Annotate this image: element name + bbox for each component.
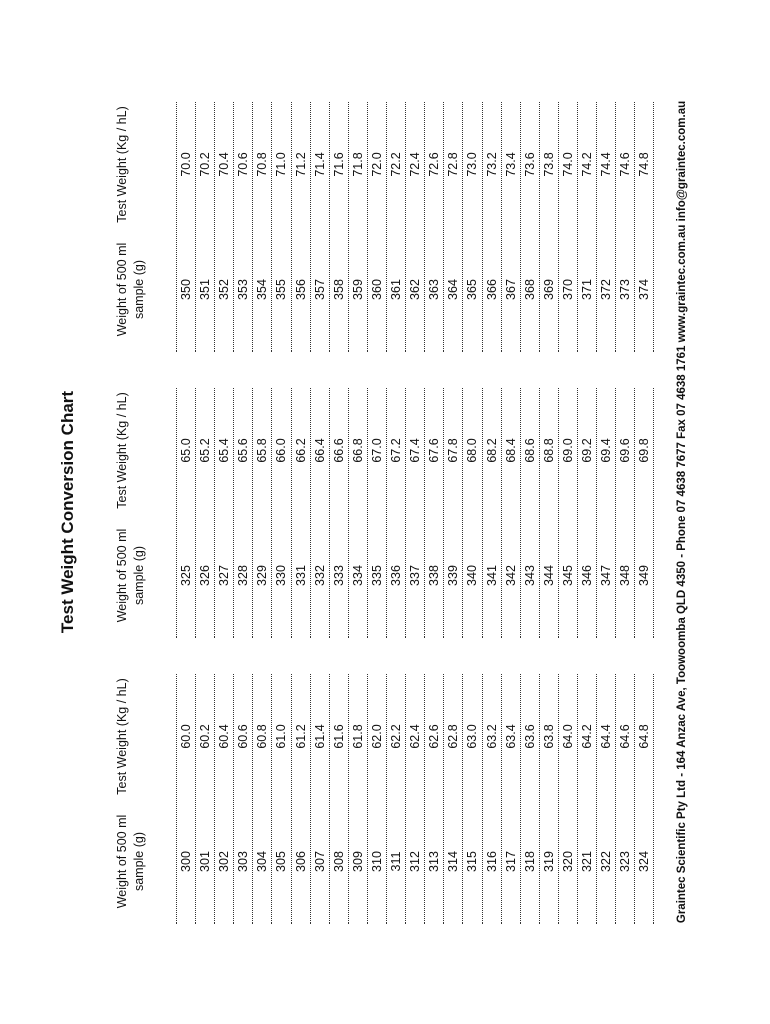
weight-cell: 322 (599, 851, 614, 872)
test-weight-cell: 73.0 (465, 152, 480, 177)
page-title: Test Weight Conversion Chart (58, 390, 77, 634)
weight-cell: 317 (503, 851, 518, 872)
table-row (597, 102, 616, 352)
test-weight-cell: 74.6 (618, 152, 633, 177)
weight-cell: 313 (427, 851, 442, 872)
table-row (330, 674, 349, 924)
table-row (425, 388, 444, 638)
table-row (215, 102, 234, 352)
weight-cell: 361 (389, 279, 404, 300)
table-header (106, 674, 176, 924)
test-weight-cell: 69.2 (579, 438, 594, 463)
weight-cell: 329 (255, 565, 270, 586)
test-weight-cell: 65.8 (255, 438, 270, 463)
table-row (425, 102, 444, 352)
table-row (406, 674, 425, 924)
weight-cell: 316 (484, 851, 499, 872)
table-row (330, 388, 349, 638)
weight-cell: 346 (579, 565, 594, 586)
weight-cell: 360 (369, 279, 384, 300)
weight-cell: 349 (637, 565, 652, 586)
weight-cell: 335 (369, 565, 384, 586)
test-weight-cell: 74.4 (599, 152, 614, 177)
test-weight-cell: 71.4 (312, 152, 327, 177)
test-weight-cell: 67.0 (369, 438, 384, 463)
weight-cell: 314 (446, 851, 461, 872)
test-weight-cell: 64.6 (618, 724, 633, 749)
weight-cell: 374 (637, 279, 652, 300)
table-row (444, 102, 463, 352)
weight-cell: 333 (331, 565, 346, 586)
table-row (177, 388, 196, 638)
test-weight-cell: 62.8 (446, 724, 461, 749)
weight-cell: 321 (579, 851, 594, 872)
test-weight-cell: 73.8 (541, 152, 556, 177)
test-weight-cell: 60.4 (217, 724, 232, 749)
weight-cell: 304 (255, 851, 270, 872)
test-weight-cell: 68.8 (541, 438, 556, 463)
test-weight-cell: 62.2 (389, 724, 404, 749)
weight-cell: 344 (541, 565, 556, 586)
weight-cell: 327 (217, 565, 232, 586)
weight-cell: 307 (312, 851, 327, 872)
conversion-table-1 (106, 674, 654, 924)
table-row (387, 388, 406, 638)
weight-cell: 331 (293, 565, 308, 586)
test-weight-cell: 63.2 (484, 724, 499, 749)
test-weight-cell: 66.2 (293, 438, 308, 463)
table-row (311, 388, 330, 638)
weight-cell: 306 (293, 851, 308, 872)
table-row (616, 388, 635, 638)
weight-cell: 371 (579, 279, 594, 300)
test-weight-cell: 65.4 (217, 438, 232, 463)
table-row (349, 388, 368, 638)
table-row (521, 674, 540, 924)
table-row (406, 102, 425, 352)
table-row (616, 674, 635, 924)
weight-cell: 359 (350, 279, 365, 300)
weight-cell: 326 (198, 565, 213, 586)
table-row (272, 388, 291, 638)
weight-cell: 308 (331, 851, 346, 872)
table-row (444, 674, 463, 924)
table-row (559, 388, 578, 638)
test-weight-cell: 73.6 (522, 152, 537, 177)
table-row (483, 674, 502, 924)
test-weight-cell: 63.4 (503, 724, 518, 749)
weight-header: Weight of 500 ml sample (g) (115, 814, 146, 909)
test-weight-cell: 60.2 (198, 724, 213, 749)
weight-cell: 341 (484, 565, 499, 586)
table-row (234, 388, 253, 638)
test-weight-cell: 64.8 (637, 724, 652, 749)
test-weight-cell: 72.0 (369, 152, 384, 177)
test-weight-cell: 72.8 (446, 152, 461, 177)
weight-cell: 353 (236, 279, 251, 300)
table-row (368, 674, 387, 924)
table-row (177, 102, 196, 352)
weight-cell: 339 (446, 565, 461, 586)
table-row (616, 102, 635, 352)
test-weight-header: Test Weight (Kg / hL) (115, 106, 129, 223)
test-weight-cell: 70.4 (217, 152, 232, 177)
weight-cell: 325 (179, 565, 193, 586)
weight-cell: 357 (312, 279, 327, 300)
test-weight-cell: 72.6 (427, 152, 442, 177)
weight-cell: 336 (389, 565, 404, 586)
weight-cell: 301 (198, 851, 213, 872)
table-row (292, 388, 311, 638)
test-weight-cell: 68.4 (503, 438, 518, 463)
table-row (502, 388, 521, 638)
table-row (177, 674, 196, 924)
test-weight-cell: 72.2 (389, 152, 404, 177)
test-weight-cell: 66.6 (331, 438, 346, 463)
table-row (292, 102, 311, 352)
table-row (368, 102, 387, 352)
table-row (196, 674, 215, 924)
test-weight-cell: 74.8 (637, 152, 652, 177)
weight-cell: 342 (503, 565, 518, 586)
test-weight-cell: 71.6 (331, 152, 346, 177)
weight-cell: 365 (465, 279, 480, 300)
table-row (234, 674, 253, 924)
table-rows (176, 674, 654, 924)
test-weight-cell: 63.6 (522, 724, 537, 749)
test-weight-cell: 70.6 (236, 152, 251, 177)
weight-header: Weight of 500 ml sample (g) (115, 242, 146, 337)
test-weight-cell: 62.6 (427, 724, 442, 749)
table-row (349, 102, 368, 352)
weight-cell: 338 (427, 565, 442, 586)
test-weight-cell: 68.2 (484, 438, 499, 463)
weight-cell: 337 (408, 565, 423, 586)
weight-cell: 315 (465, 851, 480, 872)
weight-cell: 305 (274, 851, 289, 872)
test-weight-cell: 70.8 (255, 152, 270, 177)
weight-cell: 347 (599, 565, 614, 586)
test-weight-cell: 69.8 (637, 438, 652, 463)
test-weight-cell: 66.8 (350, 438, 365, 463)
test-weight-cell: 71.0 (274, 152, 289, 177)
table-row (635, 102, 654, 352)
table-row (292, 674, 311, 924)
conversion-table-2 (106, 388, 654, 638)
table-row (483, 388, 502, 638)
test-weight-cell: 61.8 (350, 724, 365, 749)
table-row (578, 674, 597, 924)
test-weight-cell: 73.4 (503, 152, 518, 177)
table-row (597, 674, 616, 924)
weight-cell: 340 (465, 565, 480, 586)
table-row (330, 102, 349, 352)
test-weight-cell: 61.6 (331, 724, 346, 749)
weight-cell: 367 (503, 279, 518, 300)
conversion-table-3 (106, 102, 654, 352)
table-row (578, 102, 597, 352)
test-weight-cell: 73.2 (484, 152, 499, 177)
weight-cell: 330 (274, 565, 289, 586)
test-weight-cell: 74.0 (560, 152, 575, 177)
weight-cell: 332 (312, 565, 327, 586)
table-row (540, 388, 559, 638)
table-row (521, 388, 540, 638)
weight-cell: 302 (217, 851, 232, 872)
table-row (311, 674, 330, 924)
table-header (106, 388, 176, 638)
test-weight-cell: 61.2 (293, 724, 308, 749)
weight-cell: 363 (427, 279, 442, 300)
table-row (578, 388, 597, 638)
table-row (635, 388, 654, 638)
test-weight-cell: 74.2 (579, 152, 594, 177)
weight-header: Weight of 500 ml sample (g) (115, 528, 146, 623)
test-weight-cell: 61.0 (274, 724, 289, 749)
weight-cell: 343 (522, 565, 537, 586)
weight-cell: 312 (408, 851, 423, 872)
weight-cell: 323 (618, 851, 633, 872)
table-row (540, 674, 559, 924)
table-row (253, 674, 272, 924)
weight-cell: 351 (198, 279, 213, 300)
test-weight-cell: 60.8 (255, 724, 270, 749)
test-weight-cell: 67.6 (427, 438, 442, 463)
test-weight-cell: 68.0 (465, 438, 480, 463)
weight-cell: 300 (179, 851, 193, 872)
table-row (463, 674, 482, 924)
table-row (196, 388, 215, 638)
weight-cell: 362 (408, 279, 423, 300)
weight-cell: 348 (618, 565, 633, 586)
table-row (521, 102, 540, 352)
table-row (272, 102, 291, 352)
weight-cell: 368 (522, 279, 537, 300)
table-row (635, 674, 654, 924)
weight-cell: 319 (541, 851, 556, 872)
test-weight-cell: 67.4 (408, 438, 423, 463)
test-weight-cell: 71.2 (293, 152, 308, 177)
weight-cell: 328 (236, 565, 251, 586)
test-weight-header: Test Weight (Kg / hL) (115, 678, 129, 795)
weight-cell: 345 (560, 565, 575, 586)
test-weight-cell: 65.0 (179, 438, 193, 463)
table-row (234, 102, 253, 352)
table-row (311, 102, 330, 352)
table-row (387, 102, 406, 352)
table-row (253, 102, 272, 352)
weight-cell: 352 (217, 279, 232, 300)
test-weight-cell: 64.0 (560, 724, 575, 749)
test-weight-cell: 60.6 (236, 724, 251, 749)
weight-cell: 370 (560, 279, 575, 300)
table-row (597, 388, 616, 638)
weight-cell: 324 (637, 851, 652, 872)
table-row (215, 674, 234, 924)
table-row (349, 674, 368, 924)
test-weight-cell: 66.0 (274, 438, 289, 463)
test-weight-cell: 64.2 (579, 724, 594, 749)
test-weight-cell: 65.2 (198, 438, 213, 463)
test-weight-cell: 63.0 (465, 724, 480, 749)
table-row (502, 674, 521, 924)
table-row (406, 388, 425, 638)
test-weight-cell: 61.4 (312, 724, 327, 749)
table-row (387, 674, 406, 924)
table-row (425, 674, 444, 924)
weight-cell: 310 (369, 851, 384, 872)
test-weight-cell: 72.4 (408, 152, 423, 177)
weight-cell: 334 (350, 565, 365, 586)
weight-cell: 318 (522, 851, 537, 872)
test-weight-cell: 70.2 (198, 152, 213, 177)
weight-cell: 309 (350, 851, 365, 872)
table-rows (176, 388, 654, 638)
table-row (540, 102, 559, 352)
company-footer: Graintec Scientific Pty Ltd - 164 Anzac Ave, Toowoomba QLD 4350 - Phone 07 4638 7677 Fax 07 4638 1761 www.graintec.com.au info@graintec.com.au (676, 100, 688, 924)
table-row (196, 102, 215, 352)
table-row (502, 102, 521, 352)
test-weight-cell: 62.0 (369, 724, 384, 749)
table-row (559, 674, 578, 924)
table-rows (176, 102, 654, 352)
table-row (463, 102, 482, 352)
weight-cell: 356 (293, 279, 308, 300)
test-weight-cell: 70.0 (179, 152, 193, 177)
table-row (463, 388, 482, 638)
table-row (483, 102, 502, 352)
test-weight-cell: 66.4 (312, 438, 327, 463)
test-weight-cell: 67.8 (446, 438, 461, 463)
table-header (106, 102, 176, 352)
test-weight-cell: 63.8 (541, 724, 556, 749)
weight-cell: 320 (560, 851, 575, 872)
weight-cell: 311 (389, 851, 404, 872)
weight-cell: 372 (599, 279, 614, 300)
test-weight-cell: 69.4 (599, 438, 614, 463)
table-row (368, 388, 387, 638)
test-weight-header: Test Weight (Kg / hL) (115, 392, 129, 509)
test-weight-cell: 69.0 (560, 438, 575, 463)
test-weight-cell: 65.6 (236, 438, 251, 463)
test-weight-cell: 69.6 (618, 438, 633, 463)
weight-cell: 350 (179, 279, 193, 300)
test-weight-cell: 62.4 (408, 724, 423, 749)
table-row (215, 388, 234, 638)
weight-cell: 358 (331, 279, 346, 300)
weight-cell: 366 (484, 279, 499, 300)
table-row (272, 674, 291, 924)
weight-cell: 369 (541, 279, 556, 300)
table-row (253, 388, 272, 638)
weight-cell: 354 (255, 279, 270, 300)
test-weight-cell: 68.6 (522, 438, 537, 463)
weight-cell: 364 (446, 279, 461, 300)
table-row (559, 102, 578, 352)
test-weight-cell: 67.2 (389, 438, 404, 463)
weight-cell: 373 (618, 279, 633, 300)
test-weight-cell: 71.8 (350, 152, 365, 177)
weight-cell: 355 (274, 279, 289, 300)
table-row (444, 388, 463, 638)
test-weight-cell: 64.4 (599, 724, 614, 749)
test-weight-cell: 60.0 (179, 724, 193, 749)
weight-cell: 303 (236, 851, 251, 872)
